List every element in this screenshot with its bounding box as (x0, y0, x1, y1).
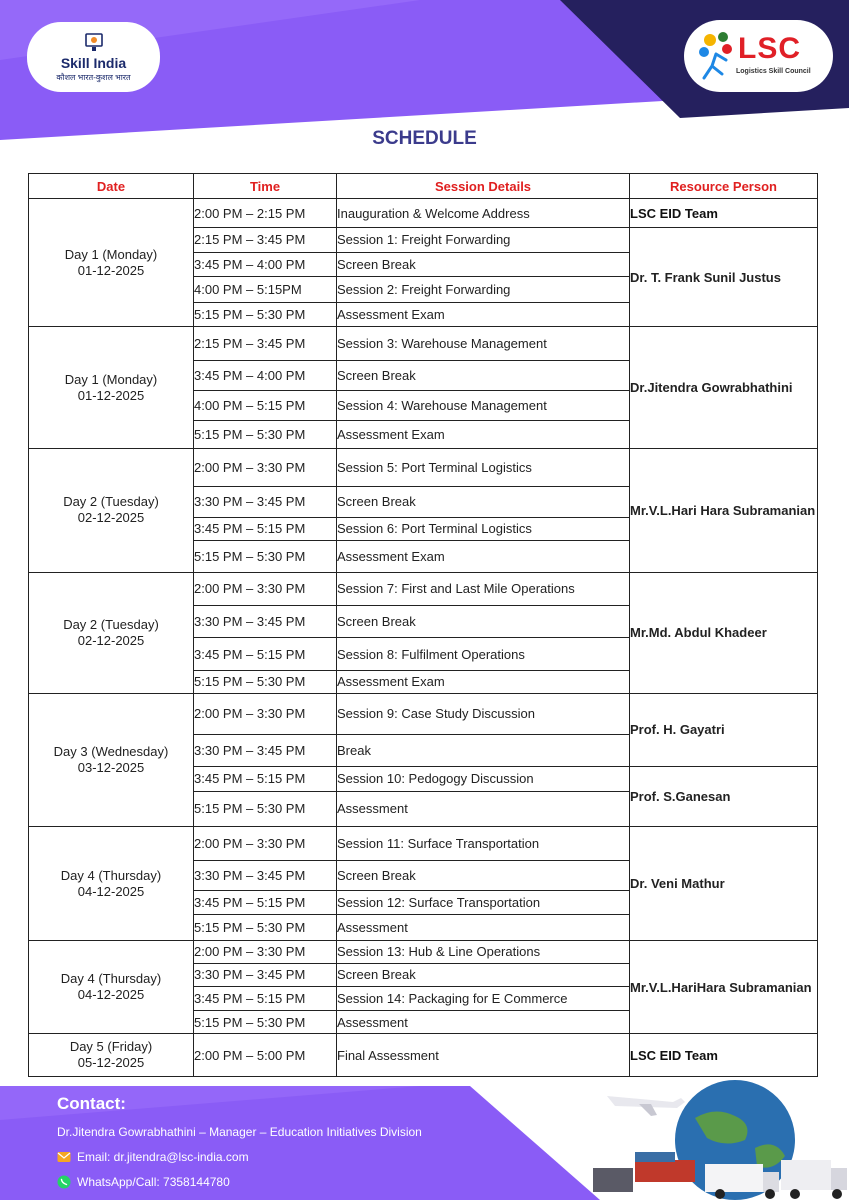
header-date: Date (29, 174, 194, 199)
time-cell: 2:15 PM – 3:45 PM (194, 327, 337, 360)
session-cell: Session 7: First and Last Mile Operations (337, 573, 630, 605)
schedule-table (28, 173, 818, 1077)
time-cell: 2:00 PM – 3:30 PM (194, 827, 337, 861)
time-cell: 3:45 PM – 5:15 PM (194, 767, 337, 791)
time-cell: 3:30 PM – 3:45 PM (194, 963, 337, 986)
day-date: 01-12-2025 (77, 387, 145, 403)
session-cell: Session 6: Port Terminal Logistics (337, 517, 630, 540)
time-cell: 5:15 PM – 5:30 PM (194, 914, 337, 940)
whatsapp-icon (57, 1175, 71, 1189)
table-row (29, 941, 818, 963)
day-label: Day 2 (Tuesday) (63, 616, 159, 632)
session-cell: Screen Break (337, 963, 630, 986)
header-session: Session Details (337, 174, 630, 199)
session-cell: Inauguration & Welcome Address (337, 199, 630, 228)
day-date: 01-12-2025 (77, 262, 145, 278)
header-time: Time (194, 174, 337, 199)
time-cell: 3:30 PM – 3:45 PM (194, 861, 337, 890)
session-cell: Assessment Exam (337, 540, 630, 572)
time-cell: 3:45 PM – 5:15 PM (194, 890, 337, 914)
session-cell: Assessment (337, 791, 630, 826)
resource-person-cell: Mr.Md. Abdul Khadeer (630, 573, 818, 693)
session-cell: Session 10: Pedogogy Discussion (337, 767, 630, 791)
session-cell: Session 5: Port Terminal Logistics (337, 448, 630, 486)
time-cell: 3:30 PM – 3:45 PM (194, 487, 337, 517)
day-label: Day 4 (Thursday) (60, 867, 162, 883)
day-label: Day 2 (Tuesday) (63, 494, 159, 510)
time-cell: 5:15 PM – 5:30 PM (194, 421, 337, 448)
day-date: 05-12-2025 (77, 1055, 145, 1071)
table-row (29, 448, 818, 486)
time-cell: 4:00 PM – 5:15 PM (194, 391, 337, 421)
table-row (29, 827, 818, 861)
session-cell: Screen Break (337, 605, 630, 637)
skill-india-emblem-icon (83, 31, 105, 53)
day-date: 04-12-2025 (77, 883, 145, 899)
session-cell: Screen Break (337, 360, 630, 390)
session-cell: Session 9: Case Study Discussion (337, 693, 630, 734)
time-cell: 2:00 PM – 3:30 PM (194, 448, 337, 486)
resource-person-cell: Prof. S.Ganesan (630, 767, 818, 827)
date-cell (29, 573, 194, 693)
resource-person-cell: LSC EID Team (630, 1034, 818, 1077)
session-cell: Screen Break (337, 861, 630, 890)
contact-email[interactable]: Email: dr.jitendra@lsc-india.com (77, 1150, 249, 1164)
session-cell: Assessment (337, 914, 630, 940)
session-cell: Break (337, 734, 630, 766)
contact-person: Dr.Jitendra Gowrabhathini – Manager – Education Initiatives Division (57, 1125, 422, 1139)
session-cell: Session 3: Warehouse Management (337, 327, 630, 360)
resource-person-cell: Dr. T. Frank Sunil Justus (630, 228, 818, 327)
session-cell: Assessment (337, 1011, 630, 1034)
lsc-name: LSC (738, 32, 801, 65)
page-title: SCHEDULE (372, 128, 477, 149)
time-cell: 3:45 PM – 5:15 PM (194, 986, 337, 1010)
contact-whatsapp-row (57, 1175, 230, 1189)
time-cell: 3:45 PM – 4:00 PM (194, 252, 337, 276)
session-cell: Session 14: Packaging for E Commerce (337, 986, 630, 1010)
session-cell: Session 8: Fulfilment Operations (337, 637, 630, 670)
date-cell (29, 941, 194, 1034)
time-cell: 2:00 PM – 5:00 PM (194, 1034, 337, 1077)
date-cell (29, 199, 194, 327)
day-date: 04-12-2025 (77, 987, 145, 1003)
time-cell: 5:15 PM – 5:30 PM (194, 540, 337, 572)
time-cell: 2:00 PM – 3:30 PM (194, 693, 337, 734)
day-label: Day 1 (Monday) (64, 371, 158, 387)
resource-person-cell: Mr.V.L.HariHara Subramanian (630, 941, 818, 1034)
session-cell: Session 1: Freight Forwarding (337, 228, 630, 252)
session-cell: Assessment Exam (337, 671, 630, 693)
resource-person-cell: Dr.Jitendra Gowrabhathini (630, 327, 818, 448)
table-row (29, 573, 818, 605)
day-date: 02-12-2025 (77, 510, 145, 526)
resource-person-cell: Mr.V.L.Hari Hara Subramanian (630, 448, 818, 572)
time-cell: 3:30 PM – 3:45 PM (194, 734, 337, 766)
table-row (29, 199, 818, 228)
time-cell: 3:45 PM – 4:00 PM (194, 360, 337, 390)
logistics-illustration (585, 1068, 849, 1200)
session-cell: Assessment Exam (337, 303, 630, 327)
resource-person-cell: LSC EID Team (630, 199, 818, 228)
day-date: 02-12-2025 (77, 632, 145, 648)
session-cell: Session 4: Warehouse Management (337, 391, 630, 421)
time-cell: 5:15 PM – 5:30 PM (194, 303, 337, 327)
lsc-runner-icon (696, 30, 738, 82)
session-cell: Session 13: Hub & Line Operations (337, 941, 630, 963)
contact-phone[interactable]: WhatsApp/Call: 7358144780 (77, 1175, 230, 1189)
skill-india-logo (27, 22, 160, 92)
truck-icon (781, 1160, 847, 1199)
skill-india-tagline: कौशल भारत-कुशल भारत (56, 73, 131, 82)
table-row (29, 327, 818, 360)
date-cell (29, 1034, 194, 1077)
lsc-logo (684, 20, 833, 92)
table-header-row (29, 174, 818, 199)
time-cell: 5:15 PM – 5:30 PM (194, 791, 337, 826)
time-cell: 2:00 PM – 3:30 PM (194, 573, 337, 605)
time-cell: 5:15 PM – 5:30 PM (194, 671, 337, 693)
time-cell: 3:45 PM – 5:15 PM (194, 637, 337, 670)
date-cell (29, 448, 194, 572)
session-cell: Screen Break (337, 487, 630, 517)
skill-india-name: Skill India (60, 55, 127, 71)
time-cell: 3:45 PM – 5:15 PM (194, 517, 337, 540)
time-cell: 2:00 PM – 3:30 PM (194, 941, 337, 963)
email-icon (57, 1150, 71, 1164)
resource-person-cell: Prof. H. Gayatri (630, 693, 818, 767)
table-row (29, 693, 818, 734)
contact-email-row (57, 1150, 249, 1164)
session-cell: Session 12: Surface Transportation (337, 890, 630, 914)
time-cell: 3:30 PM – 3:45 PM (194, 605, 337, 637)
day-label: Day 4 (Thursday) (60, 971, 162, 987)
airplane-icon (607, 1096, 685, 1116)
session-cell: Session 11: Surface Transportation (337, 827, 630, 861)
day-label: Day 1 (Monday) (64, 246, 158, 262)
date-cell (29, 693, 194, 826)
header-resource-person: Resource Person (630, 174, 818, 199)
session-cell: Assessment Exam (337, 421, 630, 448)
resource-person-cell: Dr. Veni Mathur (630, 827, 818, 941)
session-cell: Final Assessment (337, 1034, 630, 1077)
time-cell: 2:15 PM – 3:45 PM (194, 228, 337, 252)
time-cell: 2:00 PM – 2:15 PM (194, 199, 337, 228)
time-cell: 4:00 PM – 5:15PM (194, 276, 337, 302)
lsc-tagline: Logistics Skill Council (736, 68, 811, 75)
day-label: Day 3 (Wednesday) (53, 743, 169, 759)
contact-title: Contact: (57, 1094, 126, 1113)
date-cell (29, 827, 194, 941)
date-cell (29, 327, 194, 448)
session-cell: Screen Break (337, 252, 630, 276)
session-cell: Session 2: Freight Forwarding (337, 276, 630, 302)
day-label: Day 5 (Friday) (69, 1039, 153, 1055)
day-date: 03-12-2025 (77, 759, 145, 775)
time-cell: 5:15 PM – 5:30 PM (194, 1011, 337, 1034)
